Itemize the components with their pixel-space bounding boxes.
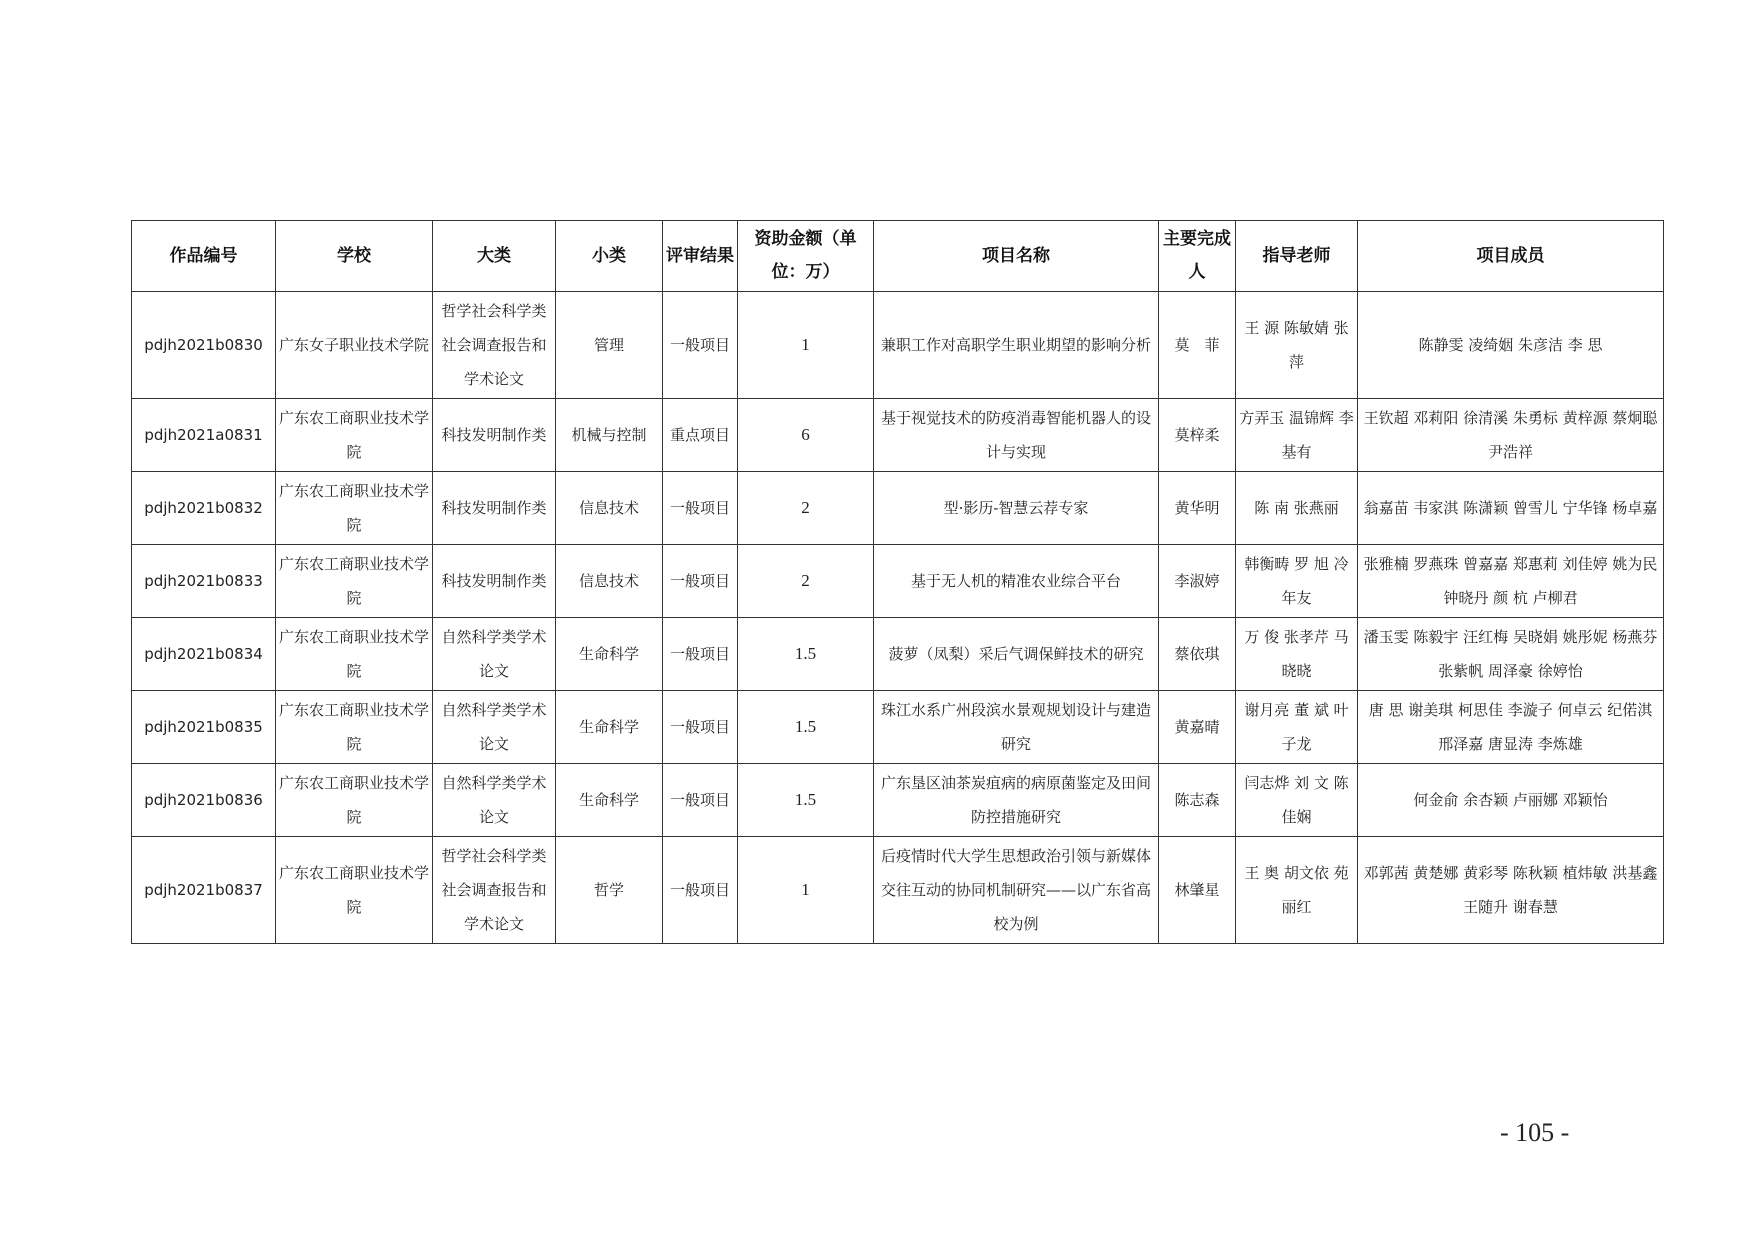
projects-table — [131, 220, 1664, 944]
cell-advisors: 万 俊 张孝芹 马晓晓 — [1236, 618, 1358, 691]
table-row — [132, 399, 1664, 472]
cell-amount: 1.5 — [738, 618, 874, 691]
cell-project-name: 珠江水系广州段滨水景观规划设计与建造研究 — [874, 691, 1159, 764]
cell-subcategory: 管理 — [556, 292, 663, 399]
cell-result: 一般项目 — [663, 545, 738, 618]
cell-members: 翁嘉苗 韦家淇 陈潇颖 曾雪儿 宁华锋 杨卓嘉 — [1358, 472, 1664, 545]
header-row — [132, 221, 1664, 292]
cell-school: 广东农工商职业技术学院 — [276, 472, 433, 545]
cell-amount: 1.5 — [738, 764, 874, 837]
cell-result: 一般项目 — [663, 292, 738, 399]
cell-category: 自然科学类学术论文 — [433, 618, 556, 691]
cell-project-name: 型·影历-智慧云荐专家 — [874, 472, 1159, 545]
cell-members: 唐 思 谢美琪 柯思佳 李漩子 何卓云 纪偌淇 邢泽嘉 唐显涛 李炼雄 — [1358, 691, 1664, 764]
cell-result: 一般项目 — [663, 764, 738, 837]
table-row — [132, 764, 1664, 837]
cell-leader: 林肇星 — [1159, 837, 1236, 944]
cell-category: 科技发明制作类 — [433, 399, 556, 472]
header-result: 评审结果 — [663, 221, 738, 292]
cell-school: 广东农工商职业技术学院 — [276, 545, 433, 618]
cell-code: pdjh2021b0837 — [132, 837, 276, 944]
cell-project-name: 广东垦区油茶炭疽病的病原菌鉴定及田间防控措施研究 — [874, 764, 1159, 837]
cell-category: 哲学社会科学类社会调查报告和学术论文 — [433, 837, 556, 944]
table-row — [132, 618, 1664, 691]
table-row — [132, 292, 1664, 399]
cell-school: 广东农工商职业技术学院 — [276, 618, 433, 691]
cell-code: pdjh2021a0831 — [132, 399, 276, 472]
cell-advisors: 方弄玉 温锦辉 李基有 — [1236, 399, 1358, 472]
header-category: 大类 — [433, 221, 556, 292]
projects-table-wrapper — [131, 220, 1663, 944]
cell-school: 广东农工商职业技术学院 — [276, 837, 433, 944]
cell-subcategory: 机械与控制 — [556, 399, 663, 472]
cell-project-name: 后疫情时代大学生思想政治引领与新媒体交往互动的协同机制研究——以广东省高校为例 — [874, 837, 1159, 944]
cell-code: pdjh2021b0834 — [132, 618, 276, 691]
header-advisors: 指导老师 — [1236, 221, 1358, 292]
table-row — [132, 837, 1664, 944]
cell-members: 张雅楠 罗燕珠 曾嘉嘉 郑惠莉 刘佳婷 姚为民 钟晓丹 颜 杭 卢柳君 — [1358, 545, 1664, 618]
cell-project-name: 基于无人机的精准农业综合平台 — [874, 545, 1159, 618]
cell-advisors: 闫志烨 刘 文 陈佳娴 — [1236, 764, 1358, 837]
page-number: - 105 - — [1500, 1118, 1570, 1147]
cell-amount: 1 — [738, 292, 874, 399]
cell-leader: 蔡依琪 — [1159, 618, 1236, 691]
cell-advisors: 王 源 陈敏婧 张 萍 — [1236, 292, 1358, 399]
header-project-name: 项目名称 — [874, 221, 1159, 292]
cell-school: 广东农工商职业技术学院 — [276, 691, 433, 764]
cell-leader: 陈志森 — [1159, 764, 1236, 837]
cell-subcategory: 生命科学 — [556, 691, 663, 764]
table-row — [132, 691, 1664, 764]
cell-amount: 6 — [738, 399, 874, 472]
cell-result: 一般项目 — [663, 472, 738, 545]
cell-advisors: 谢月亮 董 斌 叶子龙 — [1236, 691, 1358, 764]
cell-category: 自然科学类学术论文 — [433, 764, 556, 837]
cell-members: 王钦超 邓莉阳 徐清溪 朱勇标 黄梓源 蔡炯聪 尹浩祥 — [1358, 399, 1664, 472]
cell-code: pdjh2021b0833 — [132, 545, 276, 618]
cell-school: 广东女子职业技术学院 — [276, 292, 433, 399]
cell-result: 一般项目 — [663, 618, 738, 691]
cell-code: pdjh2021b0836 — [132, 764, 276, 837]
cell-members: 邓郭茜 黄楚娜 黄彩琴 陈秋颖 植炜敏 洪基鑫 王随升 谢春慧 — [1358, 837, 1664, 944]
cell-code: pdjh2021b0835 — [132, 691, 276, 764]
cell-project-name: 基于视觉技术的防疫消毒智能机器人的设计与实现 — [874, 399, 1159, 472]
cell-code: pdjh2021b0830 — [132, 292, 276, 399]
cell-result: 一般项目 — [663, 691, 738, 764]
cell-leader: 莫梓柔 — [1159, 399, 1236, 472]
cell-subcategory: 生命科学 — [556, 764, 663, 837]
header-school: 学校 — [276, 221, 433, 292]
header-members: 项目成员 — [1358, 221, 1664, 292]
cell-result: 一般项目 — [663, 837, 738, 944]
header-amount: 资助金额（单位：万） — [738, 221, 874, 292]
cell-code: pdjh2021b0832 — [132, 472, 276, 545]
cell-project-name: 兼职工作对高职学生职业期望的影响分析 — [874, 292, 1159, 399]
cell-school: 广东农工商职业技术学院 — [276, 399, 433, 472]
cell-members: 潘玉雯 陈毅宇 汪红梅 吴晓娟 姚彤妮 杨燕芬 张紫帆 周泽豪 徐婷怡 — [1358, 618, 1664, 691]
cell-category: 哲学社会科学类社会调查报告和学术论文 — [433, 292, 556, 399]
cell-amount: 2 — [738, 472, 874, 545]
header-code: 作品编号 — [132, 221, 276, 292]
header-leader: 主要完成人 — [1159, 221, 1236, 292]
cell-leader: 李淑婷 — [1159, 545, 1236, 618]
cell-subcategory: 信息技术 — [556, 472, 663, 545]
cell-leader: 黄嘉晴 — [1159, 691, 1236, 764]
cell-members: 陈静雯 凌绮姻 朱彦洁 李 思 — [1358, 292, 1664, 399]
cell-advisors: 王 奥 胡文依 苑丽红 — [1236, 837, 1358, 944]
cell-project-name: 菠萝（凤梨）采后气调保鲜技术的研究 — [874, 618, 1159, 691]
cell-amount: 1.5 — [738, 691, 874, 764]
table-row — [132, 545, 1664, 618]
cell-amount: 1 — [738, 837, 874, 944]
cell-amount: 2 — [738, 545, 874, 618]
cell-advisors: 韩衡畴 罗 旭 冷年友 — [1236, 545, 1358, 618]
cell-leader: 莫 菲 — [1159, 292, 1236, 399]
cell-subcategory: 生命科学 — [556, 618, 663, 691]
cell-category: 科技发明制作类 — [433, 545, 556, 618]
cell-subcategory: 信息技术 — [556, 545, 663, 618]
table-row — [132, 472, 1664, 545]
cell-advisors: 陈 南 张燕丽 — [1236, 472, 1358, 545]
cell-category: 科技发明制作类 — [433, 472, 556, 545]
cell-members: 何金俞 余杏颖 卢丽娜 邓颖怡 — [1358, 764, 1664, 837]
cell-subcategory: 哲学 — [556, 837, 663, 944]
cell-result: 重点项目 — [663, 399, 738, 472]
cell-category: 自然科学类学术论文 — [433, 691, 556, 764]
header-subcategory: 小类 — [556, 221, 663, 292]
cell-leader: 黄华明 — [1159, 472, 1236, 545]
cell-school: 广东农工商职业技术学院 — [276, 764, 433, 837]
